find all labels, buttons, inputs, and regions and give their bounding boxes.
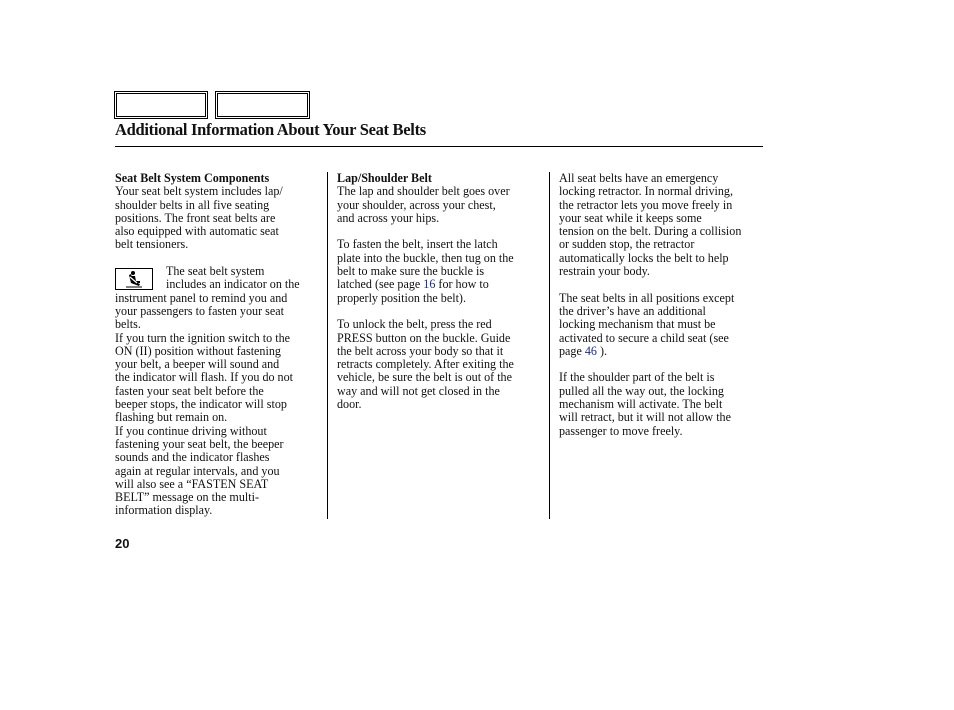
indicator-text-cont: instrument panel to remind you and your passengers to fasten your seat belts. [115, 290, 288, 332]
retractor-paragraph: All seat belts have an emergency locking retractor. In normal driving, the retractor lets you move freely in your seat while it keeps some tension on the belt. During a collision or sudden stop, the retractor automatically locks the belt to help restrain your body. [559, 171, 742, 279]
shoulder-lock-paragraph: If the shoulder part of the belt is pulled all the way out, the locking mechanism will activate. The belt will retract, but it will not allow the passenger to move freely. [559, 370, 731, 438]
page-link-16[interactable]: 16 [423, 277, 436, 292]
components-paragraph: Your seat belt system includes lap/ shoulder belts in all five seating positions. The front seat belts are also equipped with automatic seat belt tensioners. [115, 184, 283, 252]
lap-shoulder-paragraph: The lap and shoulder belt goes over your shoulder, across your chest, and across your hips. [337, 184, 510, 225]
page-number: 20 [115, 536, 130, 551]
section-heading-lap-shoulder: Lap/Shoulder Belt [337, 171, 432, 185]
column-divider-1 [327, 172, 328, 519]
nav-button-1[interactable] [116, 93, 206, 117]
indicator-row [115, 265, 327, 292]
continue-driving-paragraph: If you continue driving without fastening your seat belt, the beeper sounds and the indicator flashes again at regular intervals, and you will also see a “FASTEN SEAT BELT” message on the multi- information display. [115, 423, 284, 518]
unlock-paragraph: To unlock the belt, press the red PRESS button on the buckle. Guide the belt across your body so that it retracts completely. After exiting the vehicle, be sure the belt is out of the way and will not get closed in the door. [337, 317, 514, 412]
column-3 [559, 172, 769, 438]
ignition-paragraph: If you turn the ignition switch to the ON (II) position without fastening your belt, a beeper will sound and the indicator will flash. If you do not fasten your seat belt before the beeper stops, the indicator will stop flashing but remain on. [115, 330, 294, 425]
title-rule [115, 146, 763, 147]
column-1 [115, 172, 327, 518]
nav-button-2[interactable] [217, 93, 308, 117]
page-link-46[interactable]: 46 [584, 343, 597, 358]
seat-belt-indicator-box [115, 268, 153, 290]
child-seat-paragraph: The seat belts in all positions except the driver’s have an additional locking mechanism that must be activated to secure a child seat (see page 46 ). [559, 290, 735, 358]
column-2 [337, 172, 549, 411]
fasten-paragraph: To fasten the belt, insert the latch plate into the buckle, then tug on the belt to make sure the buckle is latched (see page 16 for how to properly position the belt). [337, 237, 514, 305]
column-divider-2 [549, 172, 550, 519]
indicator-text: The seat belt system includes an indicator on the [166, 264, 300, 292]
seat-belt-reminder-icon [123, 270, 145, 288]
page-title: Additional Information About Your Seat Belts [115, 120, 426, 139]
section-heading-components: Seat Belt System Components [115, 171, 270, 185]
